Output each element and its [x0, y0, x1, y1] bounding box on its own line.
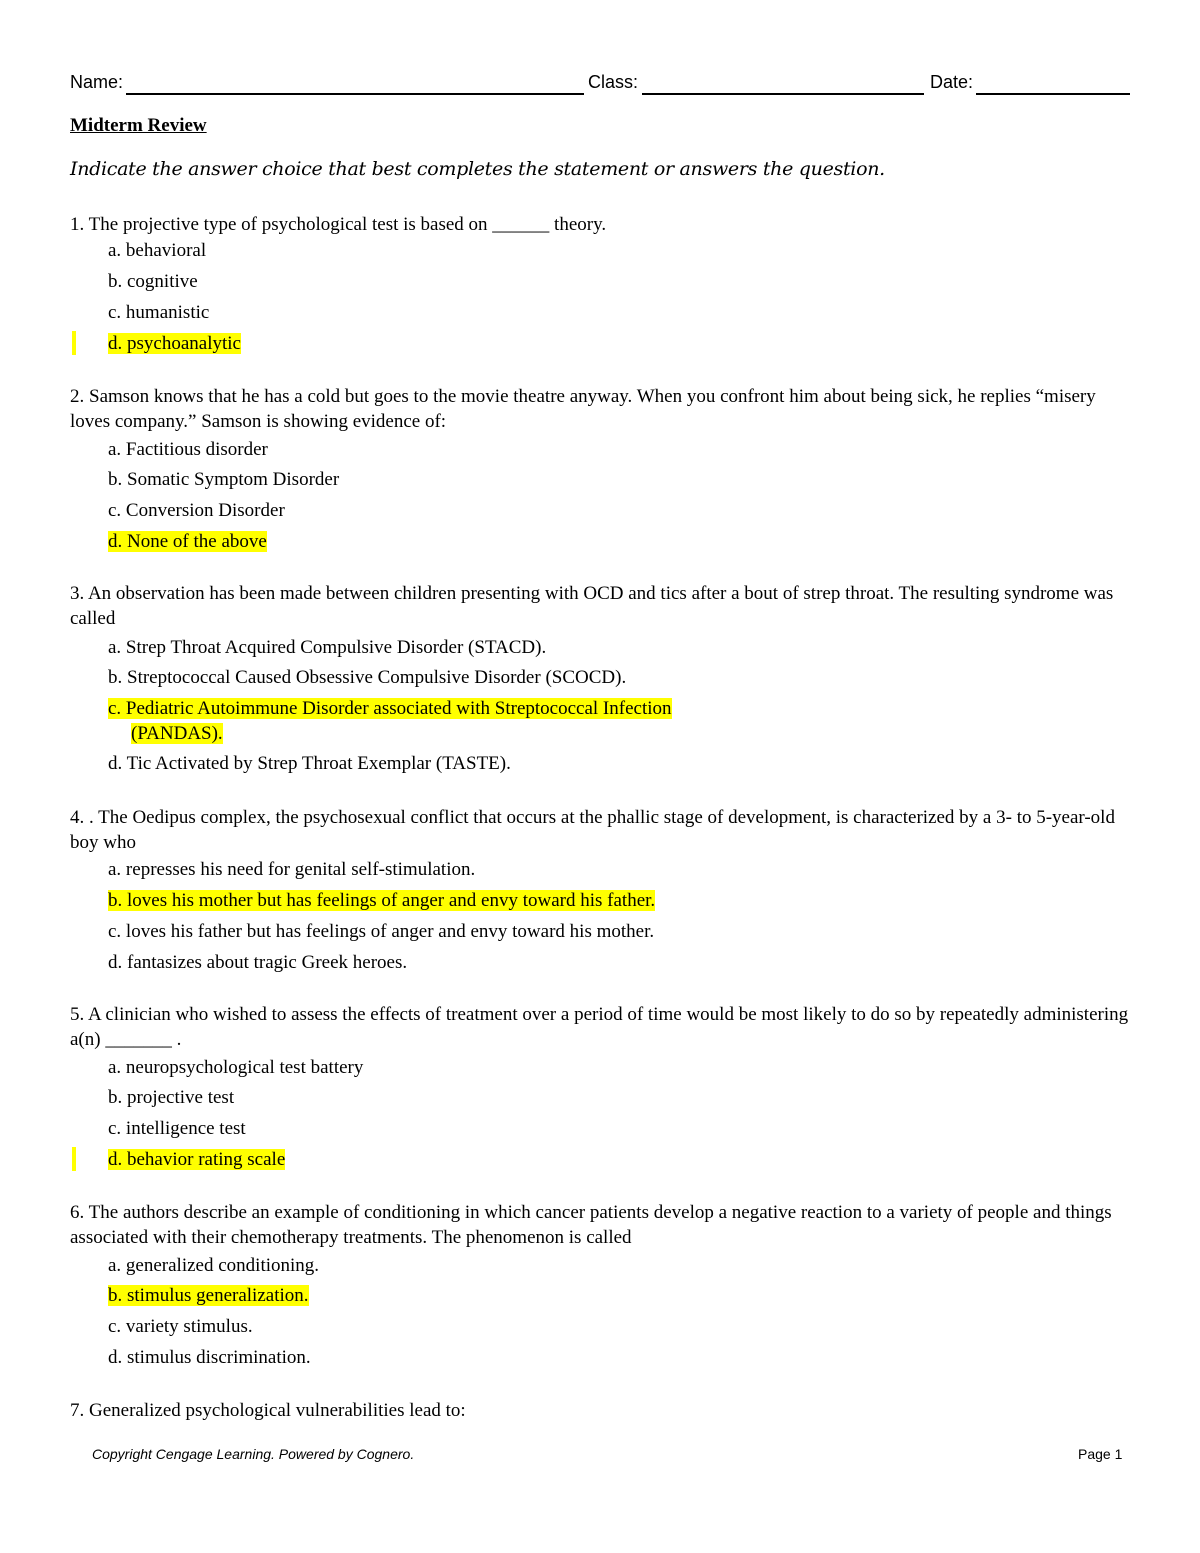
answer-marker — [72, 1147, 76, 1171]
question-stem: 3. An observation has been made between children presenting with OCD and tics after a bout of strep throat. The resulting syndrome was called — [70, 583, 1114, 629]
instructions: Indicate the answer choice that best completes the statement or answers the question. — [70, 158, 885, 180]
option-b: b. Streptococcal Caused Obsessive Compulsive Disorder (SCOCD). — [108, 667, 627, 688]
highlighted-answer: b. loves his mother but has feelings of anger and envy toward his father. — [108, 890, 656, 911]
option-a: a. Factitious disorder — [108, 439, 268, 460]
date-label: Date: — [930, 72, 974, 92]
option-b-correct — [108, 1283, 309, 1308]
page-title: Midterm Review — [70, 115, 207, 136]
question-stem: 7. Generalized psychological vulnerabilities lead to: — [70, 1400, 466, 1421]
class-label: Class: — [588, 72, 639, 92]
option-c: c. Conversion Disorder — [108, 500, 285, 521]
option-b-correct — [108, 888, 655, 913]
question-4 — [70, 805, 1130, 855]
highlighted-answer: d. None of the above — [108, 531, 267, 552]
question-3 — [70, 581, 1130, 631]
option-c: c. humanistic — [108, 302, 210, 323]
option-b: b. projective test — [108, 1087, 235, 1108]
option-c: c. variety stimulus. — [108, 1316, 253, 1337]
option-d-correct — [108, 331, 241, 356]
class-field-line[interactable] — [642, 93, 924, 95]
highlighted-answer: c. Pediatric Autoimmune Disorder associated with Streptococcal Infection — [108, 698, 672, 719]
header-fields — [70, 70, 1130, 96]
option-d: d. fantasizes about tragic Greek heroes. — [108, 952, 408, 973]
option-d-correct — [108, 529, 267, 554]
option-d: d. Tic Activated by Strep Throat Exemplar (TASTE). — [108, 753, 511, 774]
highlighted-answer: d. behavior rating scale — [108, 1149, 286, 1170]
option-c: c. intelligence test — [108, 1118, 246, 1139]
highlighted-answer: (PANDAS). — [131, 723, 223, 744]
highlighted-answer: b. stimulus generalization. — [108, 1285, 309, 1306]
answer-marker — [72, 331, 76, 355]
date-field-line[interactable] — [976, 93, 1130, 95]
name-field-line[interactable] — [126, 93, 584, 95]
option-a: a. behavioral — [108, 240, 207, 261]
copyright-footer: Copyright Cengage Learning. Powered by Cognero. — [92, 1446, 415, 1462]
page-number: Page 1 — [1078, 1446, 1123, 1462]
option-d-correct — [108, 1147, 285, 1172]
question-1 — [70, 212, 1130, 237]
question-stem: 5. A clinician who wished to assess the effects of treatment over a period of time would be most likely to do so by repeatedly administering a(n) _______ . — [70, 1004, 1129, 1050]
question-5 — [70, 1002, 1130, 1052]
name-label: Name: — [70, 72, 124, 92]
question-stem: 4. . The Oedipus complex, the psychosexual conflict that occurs at the phallic stage of development, is characterized by a 3- to 5-year-old boy who — [70, 807, 1115, 853]
option-b: b. Somatic Symptom Disorder — [108, 469, 340, 490]
question-stem: 1. The projective type of psychological test is based on ______ theory. — [70, 214, 607, 235]
option-a: a. neuropsychological test battery — [108, 1057, 364, 1078]
highlighted-answer: d. psychoanalytic — [108, 333, 241, 354]
option-b: b. cognitive — [108, 271, 198, 292]
option-a: a. Strep Throat Acquired Compulsive Disorder (STACD). — [108, 637, 547, 658]
option-a: a. represses his need for genital self-stimulation. — [108, 859, 476, 880]
option-c-correct — [108, 696, 672, 721]
question-stem: 2. Samson knows that he has a cold but goes to the movie theatre anyway. When you confront him about being sick, he replies “misery loves company.” Samson is showing evidence of: — [70, 386, 1096, 432]
question-6 — [70, 1200, 1130, 1250]
option-c: c. loves his father but has feelings of anger and envy toward his mother. — [108, 921, 655, 942]
option-a: a. generalized conditioning. — [108, 1255, 320, 1276]
option-c-continued — [131, 721, 223, 746]
question-2 — [70, 384, 1130, 434]
question-7 — [70, 1398, 1130, 1423]
option-d: d. stimulus discrimination. — [108, 1347, 311, 1368]
question-stem: 6. The authors describe an example of conditioning in which cancer patients develop a negative reaction to a variety of people and things associated with their chemotherapy treatments. The phenomenon is called — [70, 1202, 1112, 1248]
